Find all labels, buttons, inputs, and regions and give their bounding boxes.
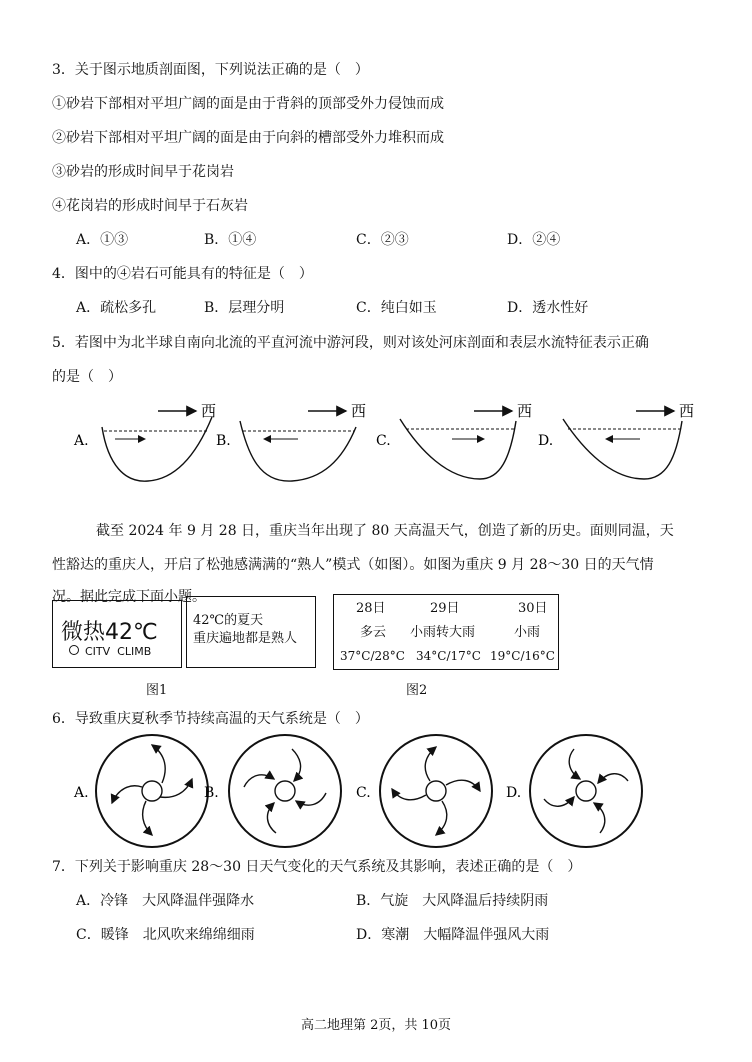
q7-stem: 7．下列关于影响重庆 28～30 日天气变化的天气系统及其影响，表述正确的是（ ） bbox=[52, 859, 582, 875]
q3-statement-3: ③砂岩的形成时间早于花岗岩 bbox=[52, 164, 234, 180]
passage-line2: 性豁达的重庆人，开启了松弛感满满的“熟人”模式（如图）。如图为重庆 9 月 28～30 日的天气情 bbox=[52, 557, 654, 573]
fig2-day-28-date: 28日 bbox=[356, 601, 386, 616]
q5-label-b: B. bbox=[216, 433, 231, 449]
q3-stem: 3．关于图示地质剖面图，下列说法正确的是（ ） bbox=[52, 62, 369, 78]
fig2-caption: 图2 bbox=[406, 683, 428, 698]
q5-river-profiles bbox=[60, 395, 710, 495]
q5-label-d: D. bbox=[538, 433, 554, 449]
fig1-slogan-box bbox=[186, 596, 316, 668]
q4-option-a: A．疏松多孔 bbox=[76, 300, 157, 316]
q3-option-c: C．②③ bbox=[356, 232, 409, 248]
q5-direction-b: 西 bbox=[351, 402, 367, 420]
fig1-caption: 图1 bbox=[146, 683, 168, 698]
q5-direction-d: 西 bbox=[679, 402, 695, 420]
fig2-day-30-temp: 19°C/16°C bbox=[490, 649, 555, 663]
q4-option-b: B．层理分明 bbox=[204, 300, 285, 316]
fig1-big-text: 微热42℃ bbox=[61, 620, 158, 645]
q6-stem: 6．导致重庆夏秋季节持续高温的天气系统是（ ） bbox=[52, 711, 369, 727]
q5-label-a: A. bbox=[74, 433, 89, 449]
q7-option-c: C．暖锋 北风吹来绵绵细雨 bbox=[76, 927, 255, 943]
q6-label-c: C. bbox=[356, 785, 371, 801]
q3-option-d: D．②④ bbox=[507, 232, 561, 248]
q6-label-d: D. bbox=[506, 785, 522, 801]
q7-option-b: B．气旋 大风降温后持续阴雨 bbox=[356, 893, 549, 909]
fig1-circle-icon bbox=[69, 645, 79, 655]
q5-stem-line1: 5．若图中为北半球自南向北流的平直河流中游河段，则对该处河床剖面和表层水流特征表示正确 bbox=[52, 335, 649, 351]
q5-direction-c: 西 bbox=[517, 402, 533, 420]
q3-option-b: B．①④ bbox=[204, 232, 257, 248]
passage-line3: 况。据此完成下面小题。 bbox=[52, 589, 206, 605]
q6-label-a: A. bbox=[74, 785, 89, 801]
fig1-sign bbox=[52, 600, 182, 668]
fig2-forecast-box bbox=[333, 594, 559, 670]
q6-label-b: B. bbox=[204, 785, 219, 801]
q3-statement-2: ②砂岩下部相对平坦广阔的面是由于向斜的槽部受外力堆积而成 bbox=[52, 130, 444, 146]
fig2-day-30-weather: 小雨 bbox=[514, 625, 541, 640]
q5-direction-a: 西 bbox=[201, 402, 217, 420]
passage-line1: 截至 2024 年 9 月 28 日，重庆当年出现了 80 天高温天气，创造了新的历史。面则同温，天 bbox=[96, 523, 674, 539]
q5-label-c: C. bbox=[376, 433, 391, 449]
fig2-day-29-date: 29日 bbox=[430, 601, 460, 616]
fig1-slogan-line2: 重庆遍地都是熟人 bbox=[193, 631, 298, 646]
q3-statement-1: ①砂岩下部相对平坦广阔的面是由于背斜的顶部受外力侵蚀而成 bbox=[52, 96, 444, 112]
q7-option-d: D．寒潮 大幅降温伴强风大雨 bbox=[356, 927, 550, 943]
q6-pressure-systems bbox=[60, 733, 700, 853]
fig1-slogan-line1: 42℃的夏天 bbox=[193, 613, 264, 628]
q3-option-a: A．①③ bbox=[76, 232, 129, 248]
fig1-small-text: CITV CLIMB bbox=[85, 645, 152, 658]
q4-option-c: C．纯白如玉 bbox=[356, 300, 437, 316]
q4-stem: 4．图中的④岩石可能具有的特征是（ ） bbox=[52, 266, 313, 282]
q3-statement-4: ④花岗岩的形成时间早于石灰岩 bbox=[52, 198, 248, 214]
fig2-day-30-date: 30日 bbox=[518, 601, 548, 616]
fig2-day-29-temp: 34°C/17°C bbox=[416, 649, 481, 663]
fig2-day-28-weather: 多云 bbox=[360, 625, 387, 640]
page-footer: 高二地理第 2页，共 10页 bbox=[300, 1018, 452, 1033]
fig2-day-28-temp: 37°C/28°C bbox=[340, 649, 405, 663]
q4-option-d: D．透水性好 bbox=[507, 300, 589, 316]
q7-option-a: A．冷锋 大风降温伴强降水 bbox=[76, 893, 255, 909]
q5-stem-line2: 的是（ ） bbox=[52, 369, 122, 385]
fig2-day-29-weather: 小雨转大雨 bbox=[410, 625, 476, 640]
